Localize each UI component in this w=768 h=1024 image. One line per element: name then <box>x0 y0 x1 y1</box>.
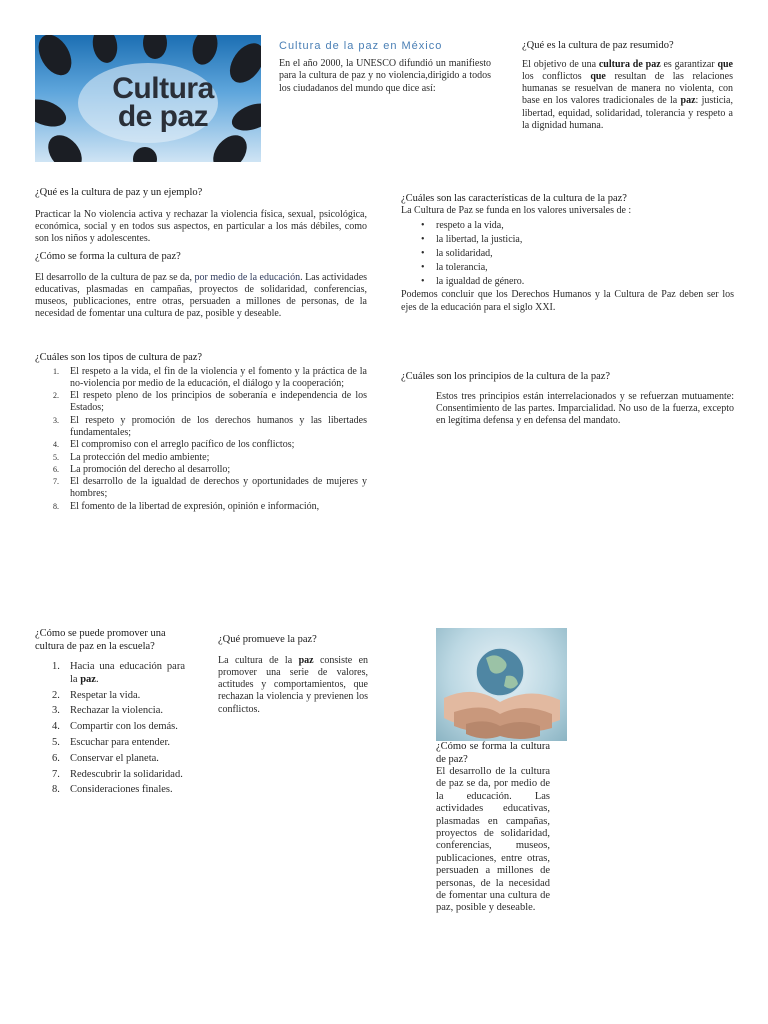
list-item <box>35 784 185 797</box>
list-item-text: Compartir con los demás. <box>70 721 178 733</box>
promover-list <box>35 661 185 797</box>
promueve-section <box>218 634 368 716</box>
forma2-section <box>436 741 550 915</box>
forma2-text: El desarrollo de la cultura de paz se da, por medio de la educación. Las actividades educativas, plasmadas en campañas, proyectos de solidaridad, conferencias, museos, publicaciones, entre otras, persuaden a millones de personas, de la necesidad de fomentar una cultura de paz, posible y deseable. <box>436 766 550 914</box>
list-item-bold: paz <box>80 673 96 685</box>
resumido-bold-3: que <box>590 70 606 82</box>
forma-highlight: por medio de la educación <box>194 271 301 283</box>
resumido-text-1: El objetivo de una <box>522 58 599 70</box>
forma-text-1: El desarrollo de la cultura de paz se da, <box>35 271 195 283</box>
list-item <box>35 439 367 451</box>
resumido-bold-1: cultura de paz <box>598 58 661 70</box>
list-item <box>35 753 185 766</box>
list-item <box>35 721 185 734</box>
list-item-number: 5. <box>52 736 60 748</box>
list-item-text: Hacia una educación para la <box>70 661 185 685</box>
list-item-text: Respetar la vida. <box>70 689 141 701</box>
list-item-number: 3. <box>53 415 59 425</box>
list-item-number: 2. <box>53 391 59 401</box>
tipos-question: ¿Cuáles son los tipos de cultura de paz? <box>35 352 203 363</box>
list-item-text: La promoción del derecho al desarrollo; <box>70 463 231 475</box>
list-item <box>35 705 185 718</box>
promueve-bold: paz <box>298 654 314 666</box>
list-item <box>35 501 367 513</box>
list-item <box>35 690 185 703</box>
list-item-number: 7. <box>52 768 60 780</box>
list-item-number: 8. <box>53 501 59 511</box>
resumido-section <box>522 40 733 132</box>
ejemplo-section <box>35 187 367 245</box>
ejemplo-question: ¿Qué es la cultura de paz y un ejemplo? <box>35 187 203 198</box>
forma-text <box>35 272 367 321</box>
caracteristicas-section <box>401 193 734 314</box>
promover-question: ¿Cómo se puede promover una cultura de paz en la escuela? <box>35 628 166 652</box>
list-item-number: 8. <box>52 784 60 796</box>
list-item-number: 4. <box>53 440 59 450</box>
resumido-question: ¿Qué es la cultura de paz resumido? <box>522 40 674 51</box>
intro-text: En el año 2000, la UNESCO difundió un manifiesto para la cultura de paz y no violencia,dirigido a todos los ciudadanos del mundo que dice así: <box>279 58 491 94</box>
principios-question: ¿Cuáles son los principios de la cultura de la paz? <box>401 371 611 382</box>
list-item-text: El respeto pleno de los principios de soberanía e independencia de los Estados; <box>70 390 367 414</box>
list-item <box>35 464 367 476</box>
principios-text: Estos tres principios están interrelacionados y se refuerzan mutuamente: Consentimiento de las partes. Imparcialidad. No uso de la fuerza, excepto en legítima defensa y en defensa del mandato. <box>436 390 734 427</box>
resumido-text-2: es garantizar <box>660 58 718 70</box>
tipos-list <box>35 366 367 514</box>
resumido-text-3: los conflictos <box>522 70 591 82</box>
resumido-text <box>522 59 733 133</box>
list-item-after: . <box>95 673 99 685</box>
list-item <box>35 390 367 415</box>
intro-heading: Cultura de la paz en México <box>279 40 443 52</box>
list-item-text: El respeto a la vida, el fin de la violencia y el fomento y la práctica de la no-violencia por medio de la educación, el diálogo y la cooperación; <box>70 365 367 389</box>
hero-title-line1: Cultura <box>112 72 214 105</box>
caracteristicas-lead: La Cultura de Paz se funda en los valores universales de : <box>401 205 632 216</box>
resumido-text-5: : justicia, libertad, equidad, solidaridad, tolerancia y respeto a la dignidad humana. <box>522 95 733 131</box>
list-item-number: 2. <box>52 689 60 701</box>
list-item <box>35 661 185 687</box>
list-item-number: 5. <box>53 452 59 462</box>
list-item-text: Conservar el planeta. <box>70 752 159 764</box>
promueve-text <box>218 655 368 716</box>
list-item-text: Escuchar para entender. <box>70 736 170 748</box>
promueve-text-1: La cultura de la <box>218 654 299 666</box>
forma-text-2: . Las actividades educativas, plasmadas en campañas, proyectos de solidaridad, conferencias, museos, publicaciones, entre otras, persuaden a millones de personas, de la necesidad de fomentar una cultura de paz, posible y deseable. <box>35 271 368 320</box>
principios-section <box>401 371 734 427</box>
hero-title-line2: de paz <box>117 100 209 133</box>
list-item-number: 4. <box>52 721 60 733</box>
caracteristicas-list <box>401 219 734 289</box>
list-item <box>35 769 185 782</box>
tipos-section <box>35 352 367 513</box>
list-item-number: 3. <box>52 705 60 717</box>
forma-section <box>35 251 367 321</box>
list-item-number: 1. <box>52 661 60 672</box>
list-item: • la tolerancia, <box>401 261 734 275</box>
list-item <box>35 737 185 750</box>
forma2-question: ¿Cómo se forma la cultura de paz? <box>436 741 550 765</box>
promueve-text-2: consiste en promover una serie de valores, actitudes y comportamientos, que rechazan la violencia y previenen los conflictos. <box>218 654 369 715</box>
list-item-text: Consideraciones finales. <box>70 784 173 796</box>
list-item-text: Redescubrir la solidaridad. <box>70 768 183 780</box>
list-item-text: La protección del medio ambiente; <box>70 451 210 463</box>
list-item-text: El desarrollo de la igualdad de derechos y oportunidades de mujeres y hombres; <box>70 476 367 500</box>
list-item-text: El respeto y promoción de los derechos humanos y las libertades fundamentales; <box>70 414 367 438</box>
list-item-number: 7. <box>53 477 59 487</box>
list-item-text: El fomento de la libertad de expresión, opinión e información, <box>70 500 320 512</box>
list-item <box>35 452 367 464</box>
list-item: • la igualdad de género. <box>401 275 734 289</box>
ejemplo-text: Practicar la No violencia activa y rechazar la violencia física, sexual, psicológica, económica, social y en todos sus aspectos, en particular a los más débiles, como son los niños y adolescentes. <box>35 208 367 245</box>
list-item: • la solidaridad, <box>401 247 734 261</box>
list-item <box>35 415 367 440</box>
resumido-bold-2: que <box>717 58 733 70</box>
list-item <box>35 366 367 391</box>
promover-section <box>35 628 185 797</box>
list-item-number: 1. <box>53 366 59 376</box>
list-item-number: 6. <box>53 464 59 474</box>
resumido-bold-4: paz <box>680 95 696 107</box>
list-item-text: El compromiso con el arreglo pacífico de los conflictos; <box>70 439 295 451</box>
list-item-number: 6. <box>52 752 60 764</box>
list-item: • la libertad, la justicia, <box>401 233 734 247</box>
globe-in-hands-illustration <box>436 628 567 741</box>
caracteristicas-question: ¿Cuáles son las características de la cultura de la paz? <box>401 193 627 204</box>
hero-image <box>35 35 261 162</box>
forma-question: ¿Cómo se forma la cultura de paz? <box>35 251 181 262</box>
promueve-question: ¿Qué promueve la paz? <box>218 634 317 645</box>
resumido-text-4: resultan de las relaciones humanas se resuelvan de manera no violenta, con base en los valores tradicionales de la <box>522 70 734 107</box>
list-item <box>35 476 367 501</box>
list-item: • respeto a la vida, <box>401 219 734 233</box>
hero-title <box>93 72 233 133</box>
globe-hands-image <box>436 628 567 741</box>
intro-section <box>279 40 491 95</box>
list-item-text: Rechazar la violencia. <box>70 705 163 717</box>
caracteristicas-conclusion: Podemos concluir que los Derechos Humanos y la Cultura de Paz deben ser los ejes de la educación para el siglo XXI. <box>401 289 734 313</box>
